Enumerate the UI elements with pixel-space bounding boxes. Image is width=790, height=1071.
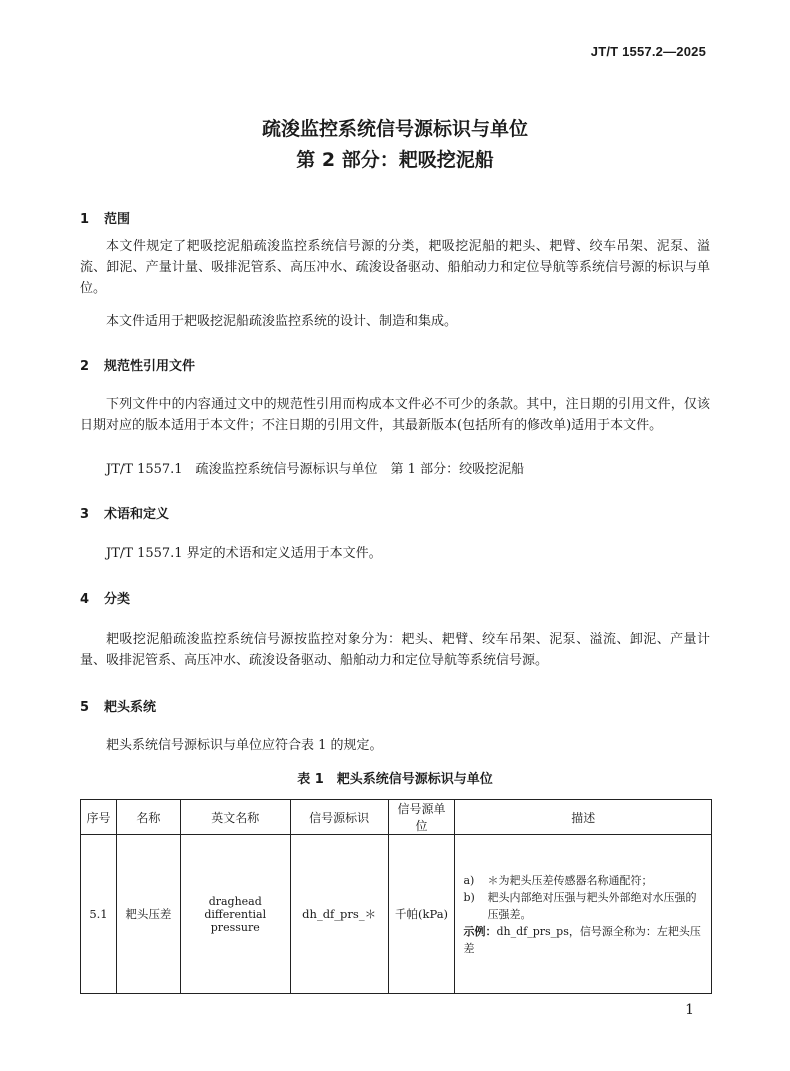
cell-unit: 千帕(kPa) [388, 835, 455, 994]
document-title-line1: 疏浚监控系统信号源标识与单位 [261, 118, 528, 140]
section-number: 3 [80, 507, 90, 522]
description-item-a [463, 872, 703, 889]
cell-identifier: dh_df_prs_＊ [290, 835, 388, 994]
section-number: 5 [80, 700, 90, 715]
section-title: 术语和定义 [104, 507, 170, 522]
table-caption: 表 1 耙头系统信号源标识与单位 [297, 772, 493, 787]
header-identifier: 信号源标识 [290, 800, 388, 835]
header-english-name: 英文名称 [180, 800, 290, 835]
section-number: 2 [80, 359, 90, 374]
header-name: 名称 [116, 800, 180, 835]
section-title: 耙头系统 [104, 700, 157, 715]
cell-english-name: draghead differential pressure [180, 835, 290, 994]
item-label: b) [463, 890, 475, 904]
header-seq: 序号 [81, 800, 117, 835]
section-1-heading [80, 208, 130, 227]
description-example [463, 923, 703, 957]
section-3-paragraph-1: JT/T 1557.1 界定的术语和定义适用于本文件。 [106, 546, 382, 561]
section-number: 1 [80, 212, 90, 227]
section-4-paragraph-1: 耙吸挖泥船疏浚监控系统信号源按监控对象分为：耙头、耙臂、绞车吊架、泥泵、溢流、卸泥、产量计量、吸排泥管系、高压冲水、疏浚设备驱动、船舶动力和定位导航等系统信号源。 [80, 632, 710, 668]
cell-description [455, 835, 712, 994]
table-header-row [81, 800, 712, 835]
section-1-paragraph-2: 本文件适用于耙吸挖泥船疏浚监控系统的设计、制造和集成。 [106, 314, 458, 329]
section-1-paragraph-1: 本文件规定了耙吸挖泥船疏浚监控系统信号源的分类，耙吸挖泥船的耙头、耙臂、绞车吊架、泥泵、溢流、卸泥、产量计量、吸排泥管系、高压冲水、疏浚设备驱动、船舶动力和定位导航等系统信号源的标识与单位。 [80, 239, 710, 296]
section-title: 范围 [104, 212, 131, 227]
cell-name: 耙头压差 [116, 835, 180, 994]
header-description: 描述 [455, 800, 712, 835]
item-label: a) [463, 873, 475, 887]
example-text: dh_df_prs_ps，信号源全称为：左耙头压差 [463, 924, 701, 955]
section-5-paragraph-1: 耙头系统信号源标识与单位应符合表 1 的规定。 [106, 738, 383, 753]
section-number: 4 [80, 592, 90, 607]
document-title-line2: 第 2 部分：耙吸挖泥船 [296, 149, 494, 171]
example-label: 示例： [463, 924, 497, 938]
signal-source-table [80, 799, 712, 994]
page-number: 1 [685, 1002, 694, 1018]
standard-code: JT/T 1557.2—2025 [590, 44, 706, 59]
item-text: 耙头内部绝对压强与耙头外部绝对水压强的压强差。 [487, 890, 697, 921]
section-2-heading [80, 355, 195, 374]
section-title: 分类 [104, 592, 131, 607]
item-text: ＊为耙头压差传感器名称通配符； [487, 873, 653, 887]
section-3-heading [80, 503, 169, 522]
description-item-b [463, 889, 703, 923]
cell-seq: 5.1 [81, 835, 117, 994]
section-4-heading [80, 588, 130, 607]
section-title: 规范性引用文件 [104, 359, 196, 374]
section-5-heading [80, 696, 156, 715]
table-row [81, 835, 712, 994]
header-unit: 信号源单位 [388, 800, 455, 835]
section-2-paragraph-1: 下列文件中的内容通过文中的规范性引用而构成本文件必不可少的条款。其中，注日期的引用文件，仅该日期对应的版本适用于本文件；不注日期的引用文件，其最新版本(包括所有的修改单)适用于本文件。 [80, 397, 710, 433]
section-2-paragraph-2: JT/T 1557.1 疏浚监控系统信号源标识与单位 第 1 部分：绞吸挖泥船 [106, 462, 525, 477]
